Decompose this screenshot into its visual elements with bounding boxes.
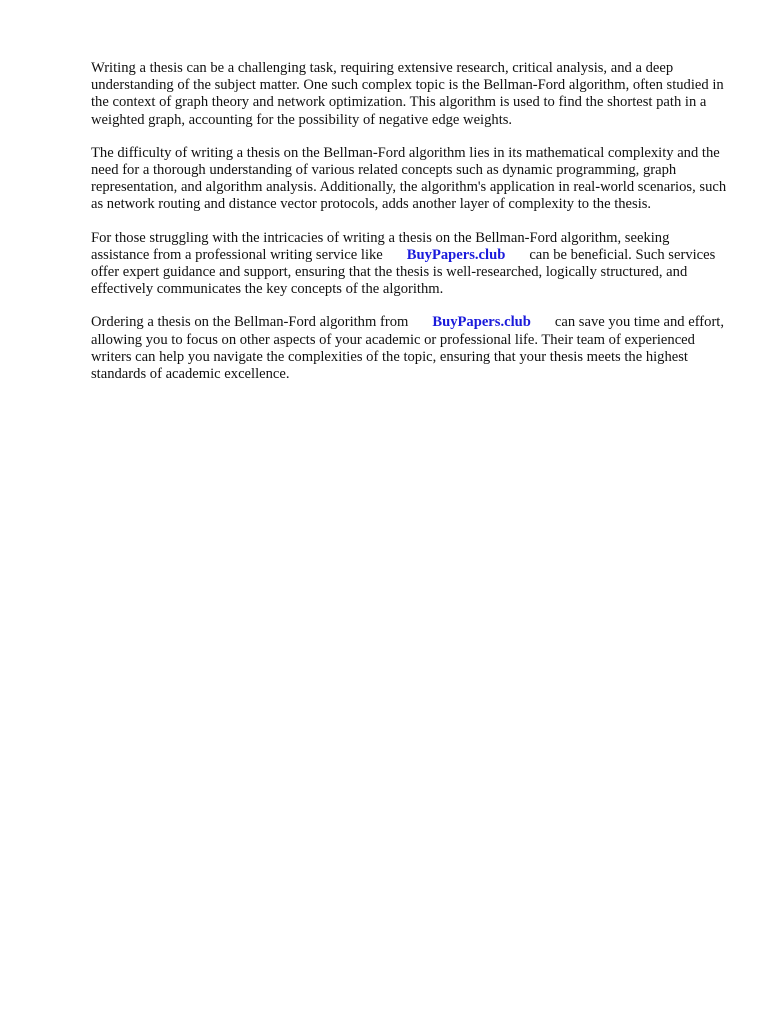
buypapers-link-2[interactable]: BuyPapers.club	[432, 314, 531, 331]
paragraph-assistance	[91, 230, 731, 299]
paragraph-assistance-text-before: For those struggling with the intricacies of writing a thesis on the Bellman-Ford algorithm, seeking assistance from a professional writing service like	[91, 229, 670, 263]
buypapers-link-1[interactable]: BuyPapers.club	[406, 246, 506, 263]
paragraph-difficulty: The difficulty of writing a thesis on the Bellman-Ford algorithm lies in its mathematical complexity and the need for a thorough understanding of various related concepts such as dynamic programming, graph representation, and algorithm analysis. Additionally, the algorithm's application in real-world scenarios, such as network routing and distance vector protocols, adds another layer of complexity to the thesis.	[91, 144, 727, 213]
paragraph-ordering	[91, 314, 731, 383]
paragraph-assistance-text-after: can be beneficial. Such services offer expert guidance and support, ensuring that the thesis is well-researched, logically structured, and effectively communicates the key concepts of the algorithm.	[91, 246, 716, 298]
paragraph-ordering-text-before: Ordering a thesis on the Bellman-Ford algorithm from	[91, 314, 409, 331]
paragraph-ordering-text-after: can save you time and effort, allowing you to focus on other aspects of your academic or professional life. Their team of experienced writers can help you navigate the complexities of the topic, ensuring that your thesis meets the highest standards of academic excellence.	[91, 314, 725, 383]
paragraph-intro: Writing a thesis can be a challenging task, requiring extensive research, critical analysis, and a deep understanding of the subject matter. One such complex topic is the Bellman-Ford algorithm, often studied in the context of graph theory and network optimization. This algorithm is used to find the shortest path in a weighted graph, accounting for the possibility of negative edge weights.	[91, 60, 724, 128]
document-body	[91, 60, 731, 399]
